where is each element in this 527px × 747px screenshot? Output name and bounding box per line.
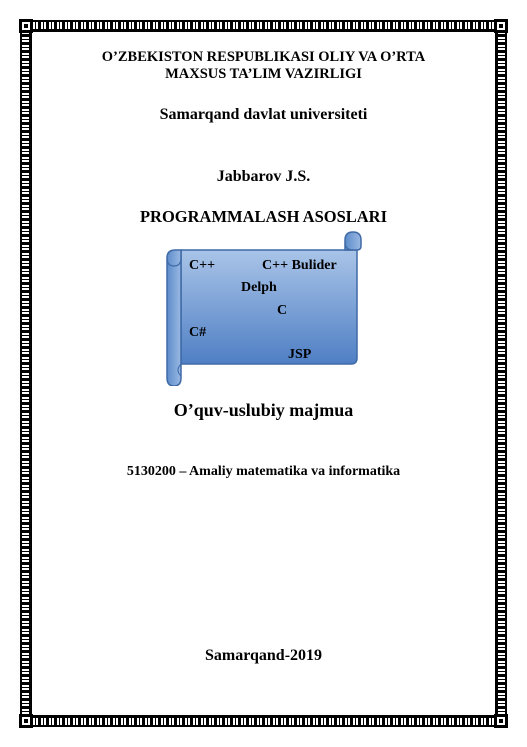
ministry-heading: [0, 49, 527, 83]
university-name: Samarqand davlat universiteti: [159, 106, 368, 123]
frame-corner-bottom-left: [19, 714, 33, 728]
specialty: 5130200 – Amaliy matematika va informatika: [126, 464, 401, 479]
ministry-line-1: O’ZBEKISTON RESPUBLIKASI OLIY VA O’RTA: [101, 49, 426, 65]
language-cpp: C++: [189, 258, 216, 273]
language-delphi: Delph: [241, 280, 277, 295]
place-and-year: Samarqand-2019: [204, 647, 323, 664]
course-title: PROGRAMMALASH ASOSLARI: [139, 207, 388, 226]
language-jsp: JSP: [288, 347, 312, 362]
language-csharp: C#: [189, 325, 207, 340]
frame-corner-top-left: [19, 19, 33, 33]
frame-corner-bottom-right: [494, 714, 508, 728]
languages-scroll: [161, 228, 371, 386]
author-name: Jabbarov J.S.: [216, 168, 311, 185]
language-c: C: [277, 303, 288, 318]
language-cpp-builder: C++ Bulider: [262, 258, 337, 273]
scroll-shape: [161, 228, 371, 386]
document-type: O’quv-uslubiy majmua: [173, 400, 354, 420]
frame-corner-top-right: [494, 19, 508, 33]
ministry-line-2: MAXSUS TA’LIM VAZIRLIGI: [165, 66, 362, 82]
